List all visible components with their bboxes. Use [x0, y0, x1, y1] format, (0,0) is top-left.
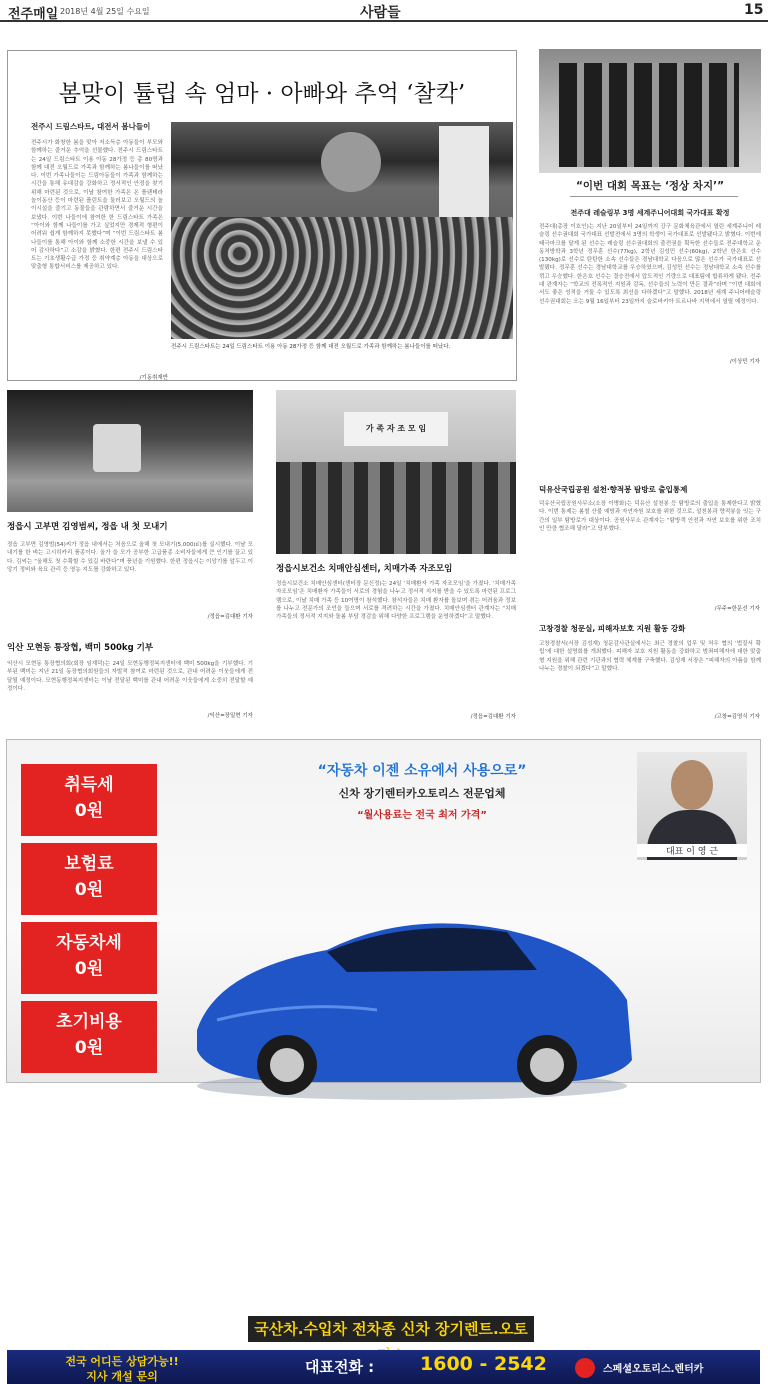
ad-phone-label: 대표전화 :: [305, 1358, 375, 1376]
trail-body: 덕유산국립공원사무소(소장 이병화)는 덕유산 설천봉 등 탐방로의 출입을 통제한다고 밝혔다. 이번 통제는 봄철 산불 예방과 자연자원 보호를 위한 것으로, 설천봉과 향적봉을 잇는 구간의 일부 탐방로가 대상이다. 공원사무소 관계자는 “탐방객 안전과 자연 보호를 위한 조치인 만큼 협조해 달라”고 당부했다.: [539, 501, 761, 532]
dementia-meeting-photo: [276, 390, 516, 554]
ad-box-label: 취득세: [64, 775, 114, 795]
ad-box-initial-cost: [21, 1001, 157, 1073]
trail-headline: 덕유산국립공원 설천·향적봉 탐방로 출입통제: [539, 485, 688, 494]
rice-headline: 정읍시 고부면 김영범씨, 정읍 내 첫 모내기: [7, 522, 168, 532]
main-photo: [171, 122, 513, 339]
donation-body: 익산시 모현동 통장협의회(회장 임재덕)는 24일 모현동행정복지센터에 백미 500kg을 기부했다. 기부된 백미는 지난 21일 동장협의회원들의 자발적 참여로 마련된 것으로, 관내 어려운 이웃들에게 전달될 예정이다. 모현동행정복지센터는 이날 전달된 백미를 관내 어려운 이웃들에게 소중히 전달할 예정이다.: [7, 661, 253, 692]
ad-subheading: 신차 장기렌터카오토리스 전문업체: [338, 787, 506, 800]
dementia-body: 정읍시보건소 치매안심센터(센터장 문신정)는 24일 ‘치매환자 가족 자조모임’을 가졌다. ‘치매가족 자조모임’은 치매환자 가족들이 서로의 경험을 나누고 정서적 지지를 받을 수 있도록 마련된 프로그램으로, 이날 치매 가족 등 10여명이 참석했다. 참석자들은 치매 환자를 돌보며 겪는 어려움과 정보를 나누고 전문가의 조언을 들으며 서로를 격려하는 시간을 가졌다. 치매안심센터 관계자는 “치매가족들의 정서적 지지와 돌봄 부담 경감을 위해 다양한 프로그램을 운영하겠다”고 말했다.: [276, 581, 516, 621]
ad-box-vehicle-tax: [21, 922, 157, 994]
sports-divider: [570, 196, 738, 197]
ad-box-label: 보험료: [64, 854, 114, 874]
police-headline: 고창경찰 청문실, 피해자보호 지원 활동 강화: [539, 624, 686, 633]
main-headline: 봄맞이 튤립 속 엄마 · 아빠와 추억 ‘찰칵’: [58, 81, 466, 107]
flower-arrangement-shape: [321, 132, 381, 192]
ad-vehicle-types-banner: [248, 1316, 534, 1342]
wrestlers-photo: [539, 49, 761, 173]
ad-box-value: 0원: [74, 880, 104, 900]
rice-planting-photo: [7, 390, 253, 512]
ad-phone-number[interactable]: 1600 - 2542: [420, 1353, 547, 1375]
car-lease-advertisement: [6, 739, 761, 1383]
rice-planter-machine-shape: [93, 424, 141, 472]
ad-nationwide-consult: 전국 어디든 상담가능!!: [65, 1355, 179, 1368]
newspaper-logo: 전주매일: [8, 7, 59, 22]
main-subhead: 전주시 드림스타트, 대전서 봄나들이: [31, 122, 151, 131]
ad-box-insurance: [21, 843, 157, 915]
section-title: 사람들: [360, 5, 401, 21]
ad-box-value: 0원: [74, 959, 104, 979]
main-credit: /기동취재반: [139, 375, 168, 381]
meeting-banner-sign: 가 족 자 조 모 임: [344, 412, 448, 446]
donation-credit: /익산=장일현 기자: [207, 713, 253, 719]
sports-credit: /이상민 기자: [729, 359, 760, 365]
ad-company-name: 스페셜오토리스.렌터카: [603, 1364, 704, 1375]
rice-body: 정읍 고부면 김영범(54)씨가 정읍 내에서는 처음으로 올해 첫 모내기(5,000㎡)를 실시했다. 이날 모내기를 한 벼는 고시히카리 품종이다. 올가 을 모가 공부한 고급품종 소비자들에게 큰 인기를 끌고 있다. 김씨는 “올해도 첫 수확할 수 있길 바란다”며 풍년을 기원했다. 한편 정읍시는 이앙기를 앞두고 이앙기 정비와 육묘 관리 등 영농 지도를 강화하고 있다.: [7, 542, 253, 573]
main-photo-caption: 전주시 드림스타트는 24일 드림스타트 이용 아동 28가정 등 함께 대전 오월드로 가족과 함께하는 봄나들이를 떠났다.: [171, 344, 451, 350]
donation-headline: 익산 모현동 통장협, 백미 500kg 기부: [7, 643, 154, 653]
sports-car-illustration: [177, 860, 647, 1110]
seated-participants-shape: [276, 462, 516, 554]
ceo-name-label: 대표 이 영 근: [637, 844, 747, 857]
police-credit: /고창=김영식 기자: [714, 714, 760, 720]
masthead-bar: [0, 0, 768, 22]
ceo-face-shape: [671, 760, 713, 810]
ad-banner-text: 국산차.수입차 전차종 신차 장기렌트.오토: [254, 1320, 528, 1338]
ad-box-label: 초기비용: [56, 1012, 122, 1032]
page-number: 15: [744, 2, 764, 18]
main-body: 전주시가 화창한 봄을 맞아 저소득층 아동들이 부모와 함께하는 즐거운 추억을 선물했다. 전주시 드림스타트는 24일 드림스타트 이용 아동 28가정 등 총 80명과 함께 대전 오월드로 가족과 함께하는 봄나들이를 떠났다. 이번 가족나들이는 드림아동들이 가족과 함께하는 시간을 통해 유대감을 강화하고 정서적인 안정을 찾기 위해 마련된 것으로, 이날 참여한 가족은 온 플랜테라 놀이동산 등이 마련된 플린트을 둘러보고 오월드의 놀이시설을 즐기고 동물들을 관람하면서 즐거운 시간을 보냈다. 이번 나들이에 참여한 한 드림스타트 가족은 “아이와 함께 나들이를 가고 싶었지만 경제적 형편이 어려워 쉽게 함께하지 못했다”며 “이번 드림스타트 봄나들이를 통해 아이와 함께 소중한 시간을 보낼 수 있어 감사하다”고 소감을 밝혔다. 한편 전주시 드림스타트는 기초생활수급 가정 등 취약계층 아동을 대상으로 맞춤형 통합서비스를 제공하고 있다.: [31, 140, 163, 271]
rice-credit: /정읍=김대환 기자: [207, 614, 253, 620]
ad-box-acquisition-tax: [21, 764, 157, 836]
dementia-credit: /정읍=김대환 기자: [470, 714, 516, 720]
ad-contact-bar: [7, 1350, 760, 1384]
sports-subhead: 전주대 레슬링부 3명 세계주니어대회 국가대표 확정: [570, 209, 730, 217]
ad-box-value: 0원: [74, 801, 104, 821]
ad-tagline: “월사용료는 전국 최저 가격”: [357, 810, 487, 821]
group-of-athletes-shape: [559, 63, 739, 167]
ad-box-label: 자동차세: [56, 933, 122, 953]
company-logo-icon: [575, 1358, 595, 1378]
ad-branch-inquiry: 지사 개설 문의: [86, 1370, 158, 1383]
ad-box-value: 0원: [74, 1038, 104, 1058]
issue-date: 2018년 4월 25일 수요일: [60, 7, 150, 16]
dementia-headline: 정읍시보건소 치매안심센터, 치매가족 자조모임: [276, 564, 453, 574]
audience-crowd-shape: [171, 217, 513, 339]
sports-body: 전주대(총장 이호인)는 지난 20일부터 24일까지 강구 문화체육관에서 열린 세계주니어 레슬링 선수권대회 국가대표 선발전에서 3명의 학생이 국가대표로 선발됐다고 밝혔다. 이번에 태극마크를 달게 된 선수는 레슬링 선수권대회의 출전권을 획득한 선수들로 전주대학교 운동처방학과 3학년 정무훈 선수(77kg), 2학년 김성민 선수(60kg), 2학년 한은호 선수(130kg)로 선수로 탄탄한 소속 선수들은 경남대학교 다음으로 많은 선수가 국가대표로 선발됐다. 정무훈 선수는 경남대학교를 우승하였으며, 김성민 선수는 경남대학교 소속 선수를 꺾고 우승했다. 한은호 선수는 결승전에서 압도적인 기량으로 대표팀에 합류하게 됐다. 전주대 관계자는 “학교의 전폭적인 지원과 감독, 선수들의 노력이 만든 결과”라며 “이번 대회에서도 좋은 성적을 거둘 수 있도록 최선을 다하겠다”고 말했다. 2018년 세계 주니어레슬링 선수권대회는 오는 9월 16일부터 23일까지 슬로바키아 트르나바 지역에서 열릴 예정이다.: [539, 224, 761, 305]
ad-slogan: “자동차 이젠 소유에서 사용으로”: [317, 763, 527, 779]
police-body: 고창경찰서(서장 김성재) 청문감사관실에서는 최근 경찰의 업무 및 처우 협의 ‘법질서 확립’에 대한 설명회를 개최했다. 피해자 보호 지원 활동을 강화하고 범죄피해자에 대한 맞춤형 지원을 위해 관련 기관과의 협력 체계를 구축했다. 김성재 서장은 “피해자의 아픔을 함께 나누는 경찰이 되겠다”고 말했다.: [539, 641, 761, 672]
main-story-box: [7, 50, 517, 381]
sports-headline: “이번 대회 목표는 ‘정상 차지’”: [576, 180, 724, 192]
trail-credit: /무주=한문선 기자: [714, 606, 760, 612]
